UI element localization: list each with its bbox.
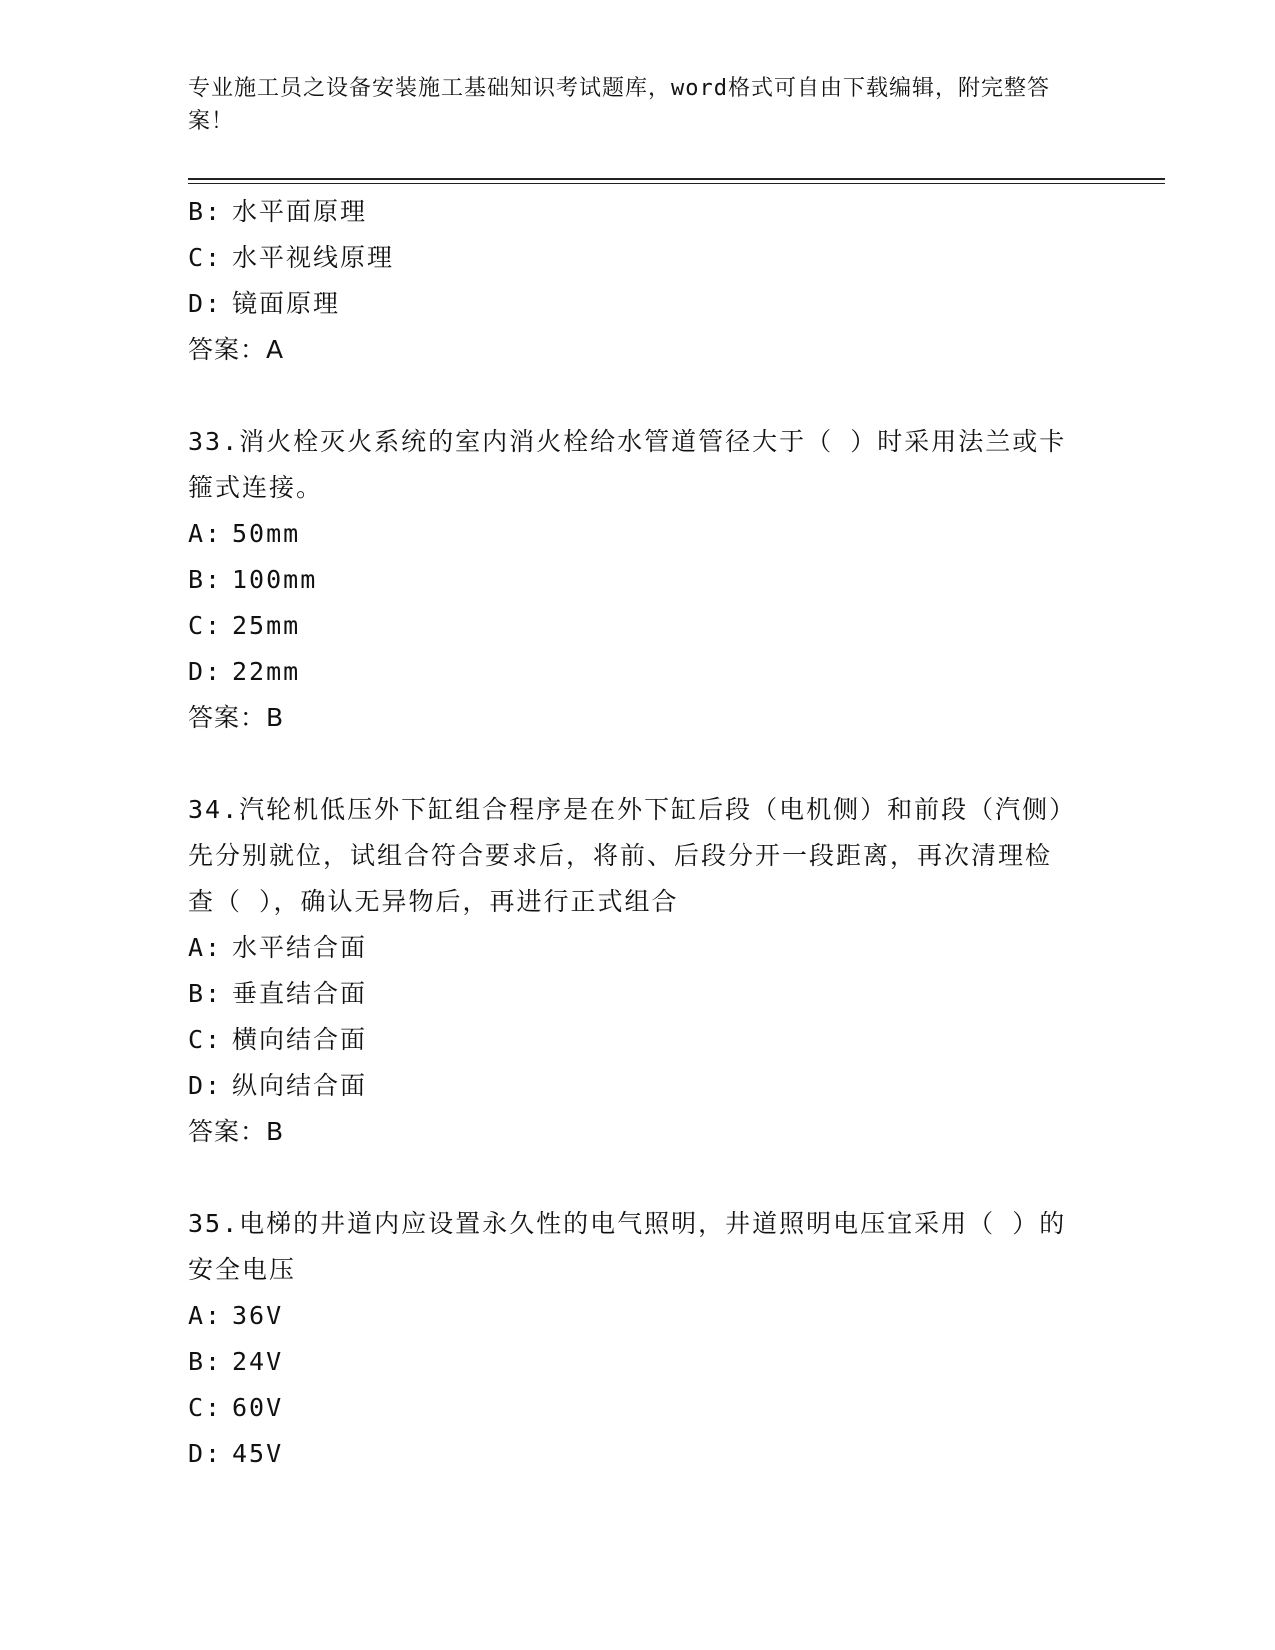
option-a [188,925,1068,971]
question-stem: 33.消火栓灭火系统的室内消火栓给水管道管径大于（ ）时采用法兰或卡箍式连接。 [188,427,1067,502]
option-b [188,189,1068,235]
option-label: A: [188,933,223,962]
option-c [188,235,1068,281]
option-text: 横向结合面 [232,1025,368,1054]
spacer [188,1155,1068,1201]
answer-line: 答案：B [188,1117,285,1146]
option-label: D: [188,1439,223,1468]
answer-line: 答案：A [188,335,285,364]
option-label: C: [188,1025,223,1054]
option-text: 24V [232,1347,284,1376]
option-a [188,511,1068,557]
option-label: B: [188,1347,223,1376]
option-b [188,557,1068,603]
question-stem: 34.汽轮机低压外下缸组合程序是在外下缸后段（电机侧）和前段（汽侧）先分别就位，试组合符合要求后，将前、后段分开一段距离，再次清理检查（ ），确认无异物后，再进行正式组合 [188,795,1064,916]
option-text: 36V [232,1301,284,1330]
option-label: B: [188,979,223,1008]
document-header: 专业施工员之设备安装施工基础知识考试题库，word格式可自由下载编辑，附完整答案！ [188,76,1050,134]
option-label: D: [188,657,223,686]
option-label: D: [188,1071,223,1100]
header-rule-thick [188,178,1165,180]
option-label: A: [188,1301,223,1330]
option-text: 45V [232,1439,284,1468]
option-label: D: [188,289,223,318]
option-text: 垂直结合面 [232,979,368,1008]
option-text: 水平视线原理 [232,243,395,272]
option-c [188,1385,1068,1431]
option-label: C: [188,243,223,272]
option-c [188,1017,1068,1063]
option-label: B: [188,197,223,226]
option-text: 镜面原理 [232,289,341,318]
option-label: A: [188,519,223,548]
option-b [188,971,1068,1017]
option-a [188,1293,1068,1339]
option-c [188,603,1068,649]
option-d [188,1063,1068,1109]
option-text: 100mm [232,565,318,594]
spacer [188,373,1068,419]
question-stem: 35.电梯的井道内应设置永久性的电气照明，井道照明电压宜采用（ ）的安全电压 [188,1209,1067,1284]
option-text: 60V [232,1393,284,1422]
option-label: B: [188,565,223,594]
option-d [188,1431,1068,1477]
option-label: C: [188,611,223,640]
option-label: C: [188,1393,223,1422]
option-d [188,281,1068,327]
option-text: 水平面原理 [232,197,368,226]
question-list [188,189,1068,1477]
header-rule-thin [188,183,1165,184]
option-b [188,1339,1068,1385]
option-text: 22mm [232,657,301,686]
option-text: 25mm [232,611,301,640]
option-text: 纵向结合面 [232,1071,368,1100]
option-text: 50mm [232,519,301,548]
option-d [188,649,1068,695]
answer-line: 答案：B [188,703,285,732]
spacer [188,741,1068,787]
option-text: 水平结合面 [232,933,368,962]
